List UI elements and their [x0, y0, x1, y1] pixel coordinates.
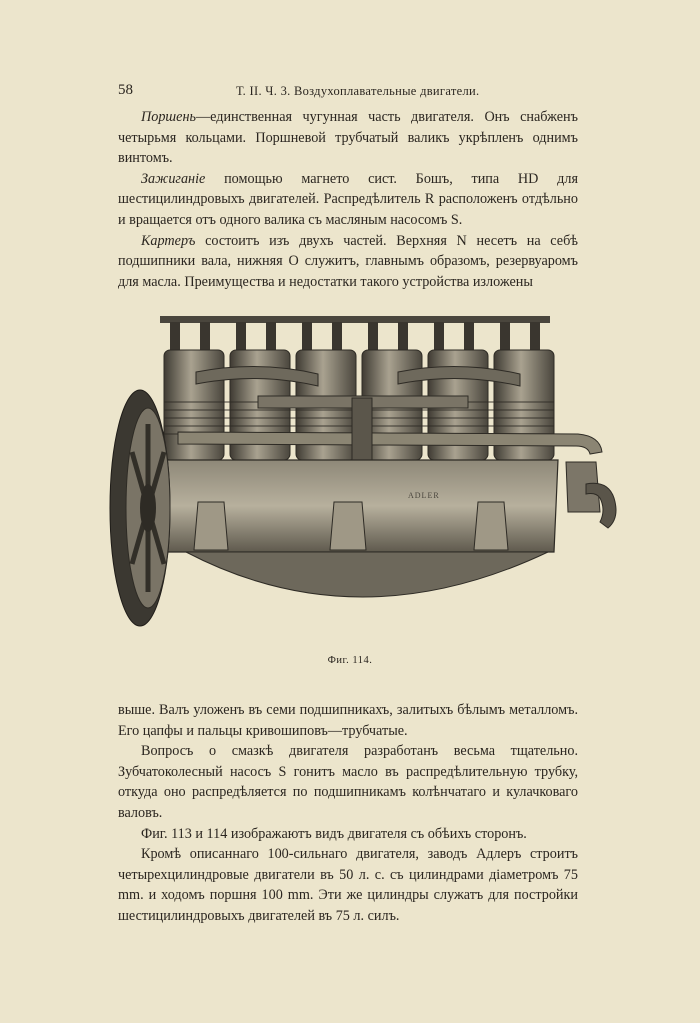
paragraph-piston — [118, 107, 578, 169]
paragraph-shaft: выше. Валъ уложенъ въ семи подшипникахъ, залитыхъ бѣлымъ металломъ. Его цапфы и пальцы кривошиповъ—трубчатые. — [118, 702, 578, 739]
paragraph-lubrication: Вопросъ о смазкѣ двигателя разработанъ весьма тщательно. Зубчатоколесный насосъ S гонитъ масло въ распредѣлительную трубку, откуда оно распредѣляется по подшипникамъ колѣнчатаго и кулачковаго валовъ. — [118, 743, 578, 821]
term-crankcase: Картеръ — [141, 232, 196, 249]
engine-illustration — [108, 312, 628, 642]
figure-caption: Фиг. 114. — [327, 655, 373, 666]
paragraph-ignition — [118, 169, 578, 231]
paragraph-ignition-text: помощью магнето сист. Бошъ, типа HD для шестицилиндровыхъ двигателей. Распредѣлитель R расположенъ отдѣльно и вращается отъ одного валика съ масляным насосомъ S. — [118, 170, 578, 228]
adler-engraving: ADLER — [408, 491, 440, 500]
paragraph-other-engines: Кромѣ описаннаго 100-сильнаго двигателя, заводъ Адлеръ строитъ четырехцилиндровые двигатели въ 50 л. с. съ цилиндрами діаметромъ 75 mm. и ходомъ поршня 100 mm. Эти же цилиндры служатъ для постройки шестицилиндровыхъ двигателей въ 75 л. силъ. — [118, 846, 578, 924]
term-piston: Поршень — [141, 109, 196, 125]
paragraph-figures-reference: Фиг. 113 и 114 изображаютъ видъ двигателя съ обѣихъ сторонъ. — [141, 825, 527, 842]
bottom-text-block — [118, 700, 578, 927]
page-header — [118, 82, 590, 104]
term-ignition: Зажиганіе — [141, 170, 206, 187]
paragraph-piston-text: —единственная чугунная часть двигателя. Онъ снабженъ четырьмя кольцами. Поршневой трубчатый валикъ укрѣпленъ однимъ винтомъ. — [118, 109, 578, 167]
page-number: 58 — [118, 82, 133, 98]
running-title: Т. II. Ч. 3. Воздухоплавательные двигатели. — [236, 84, 480, 98]
paragraph-crankcase-text: состоитъ изъ двухъ частей. Верхняя N несетъ на себѣ подшипники вала, нижняя O служитъ, главнымъ образомъ, резервуаромъ для масла. Преимущества и недостатки такого устройства изложены — [118, 232, 578, 290]
paragraph-crankcase — [118, 231, 578, 293]
engine-figure — [108, 312, 628, 642]
top-text-block — [118, 107, 578, 292]
